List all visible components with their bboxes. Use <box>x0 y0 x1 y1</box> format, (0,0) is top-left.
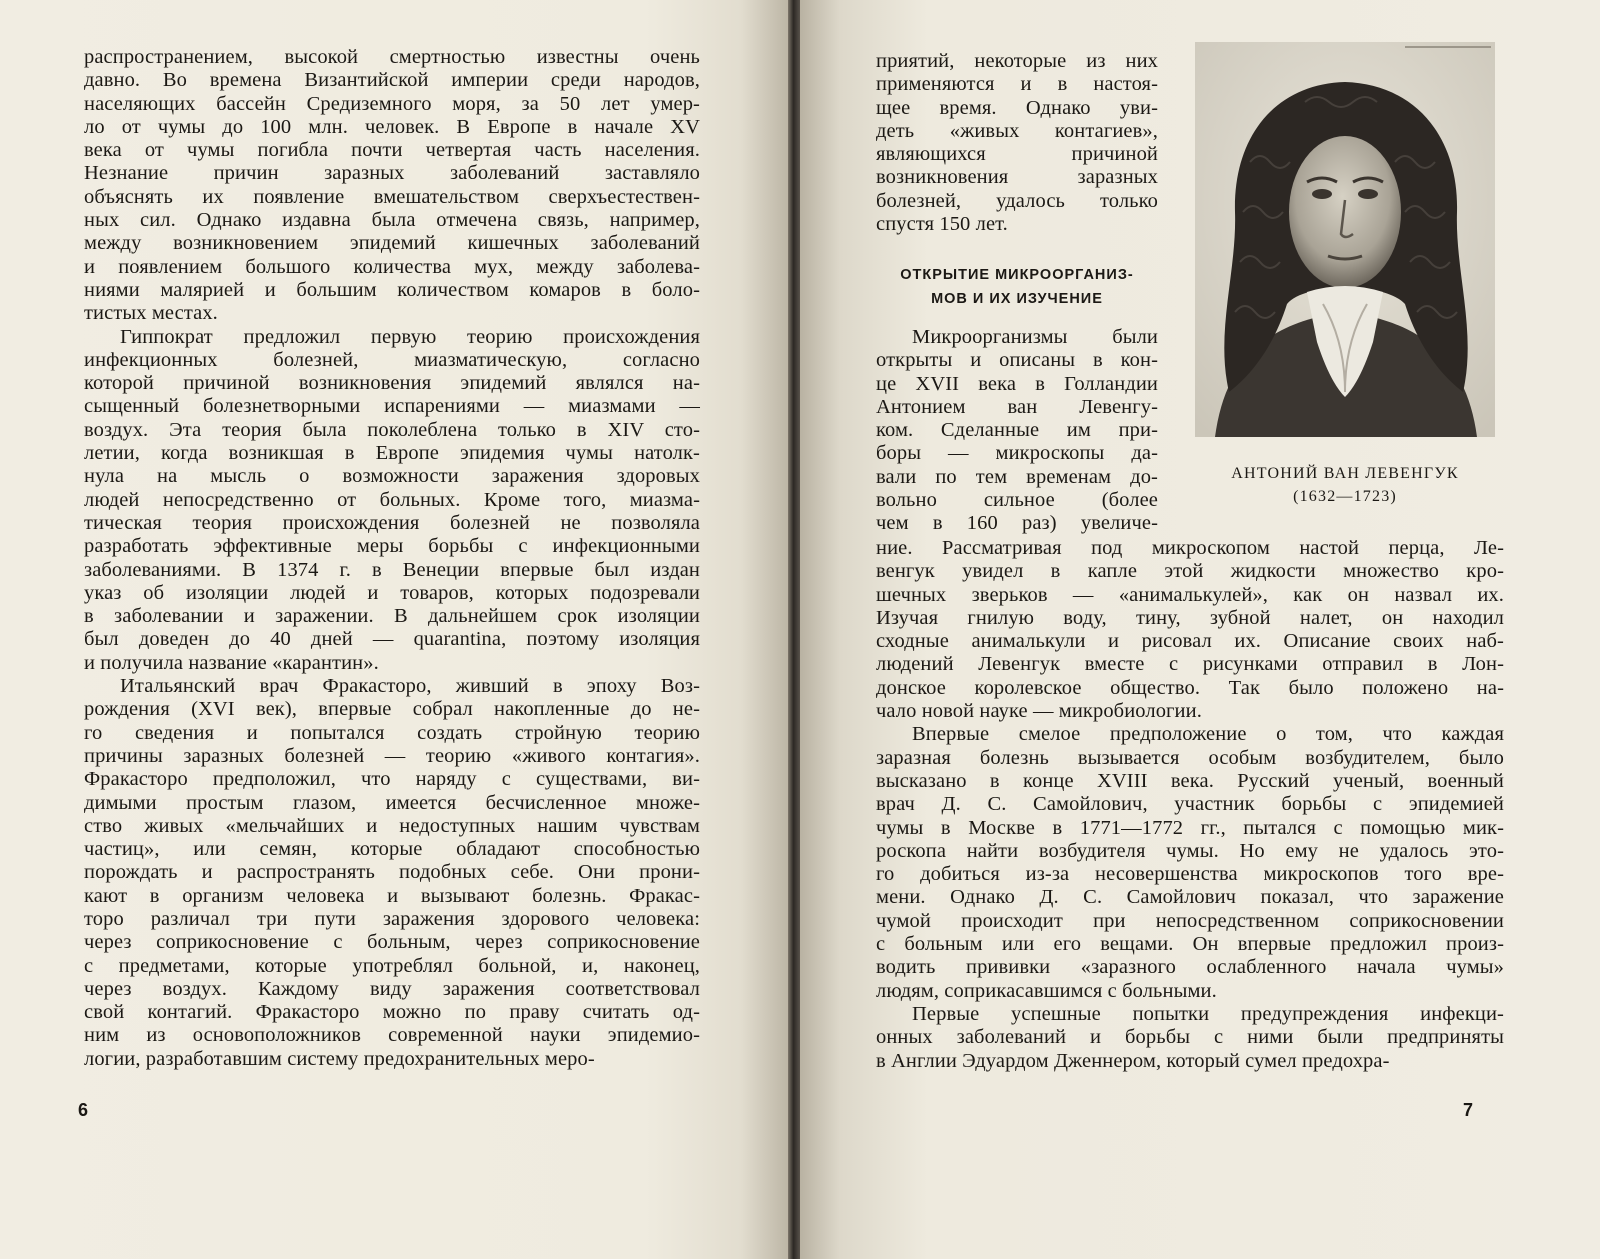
text-line: воздух. Эта теория была поколеблена только в XIV сто- <box>84 418 700 441</box>
text-line: ство живых «мельчайших и недоступных нашим чувствам <box>84 814 700 837</box>
text-line: приятий, некоторые из них <box>876 50 1158 72</box>
text-line: в Англии Эдуардом Дженнером, который сумел предохра- <box>876 1049 1390 1072</box>
text-line: частиц», или семян, которые обладают способностью <box>84 838 700 861</box>
text-line: чало новой науке — микробиологии. <box>876 700 1202 723</box>
text-line: Впервые смелое предположение о том, что каждая <box>912 723 1504 746</box>
text-line: вольно сильное (более <box>876 489 1158 512</box>
portrait-leeuwenhoek <box>1195 42 1495 437</box>
text-line: указ об изоляции людей и товаров, которых подозревали <box>84 581 700 604</box>
text-line: распространением, высокой смертностью известны очень <box>84 46 700 68</box>
text-line: свой контагий. Фракасторо можно по праву считать од- <box>84 1001 700 1024</box>
text-line: причины заразных болезней — теорию «живого контагия». <box>84 744 700 767</box>
text-line: кают в организм человека и вызывают болезнь. Фракас- <box>84 884 700 907</box>
text-line: вали по тем временам до- <box>876 465 1158 488</box>
text-line: деть «живых контагиев», <box>876 119 1158 142</box>
text-line: которой причиной возникновения эпидемий являлся на- <box>84 372 700 395</box>
text-line: рождения (XVI век), впервые собрал накопленные до не- <box>84 698 700 721</box>
text-line: Изучая гнилую воду, тину, зубной налет, он находил <box>876 606 1504 629</box>
text-line: онных заболеваний и борьбы с ними были предприняты <box>876 1026 1504 1049</box>
section-heading-line: МОВ И ИХ ИЗУЧЕНИЕ <box>931 291 1103 307</box>
right-page <box>800 0 1600 1259</box>
text-line: водить прививки «заразного ослабленного начала чумы» <box>876 956 1504 979</box>
text-line: ло от чумы до 100 млн. человек. В Европе в начале XV <box>84 115 700 138</box>
text-line: населяющих бассейн Средиземного моря, за 50 лет умер- <box>84 92 700 115</box>
text-line: заболеваниями. В 1374 г. в Венеции впервые был издан <box>84 558 700 581</box>
text-line: шечных зверьков — «анималькулей», как он назвал их. <box>876 583 1504 606</box>
text-line: ных сил. Однако издавна была отмечена связь, например, <box>84 209 700 232</box>
text-line: века от чумы погибла почти четвертая часть населения. <box>84 139 700 162</box>
section-heading-line: ОТКРЫТИЕ МИКРООРГАНИЗ- <box>900 267 1134 283</box>
text-line: сходные анималькули и рисовал их. Описание своих наб- <box>876 630 1504 653</box>
text-line: ниями малярией и большим количеством комаров в боло- <box>84 278 700 301</box>
text-line: ком. Сделанные им при- <box>876 419 1158 442</box>
text-line: в заболевании и заражении. В дальнейшем срок изоляции <box>84 605 700 628</box>
text-line: чумы в Москве в 1771—1772 гг., пытался с помощью мик- <box>876 816 1504 839</box>
text-line: врач Д. С. Самойлович, участник борьбы с эпидемией <box>876 793 1504 816</box>
text-line: роскопа найти возбудителя чумы. Но ему не удалось это- <box>876 839 1504 862</box>
text-line: был доведен до 40 дней — quarantina, поэтому изоляция <box>84 628 700 651</box>
text-line: спустя 150 лет. <box>876 213 1008 236</box>
text-line: разработать эффективные меры борьбы с инфекционными <box>84 535 700 558</box>
text-line: нула на мысль о возможности заражения здоровых <box>84 465 700 488</box>
text-line: логии, разработавшим систему предохранительных меро- <box>84 1047 595 1070</box>
text-line: возникновения заразных <box>876 166 1158 189</box>
text-line: Первые успешные попытки предупреждения инфекци- <box>912 1002 1504 1025</box>
book-gutter <box>788 0 800 1259</box>
text-line: являющихся причиной <box>876 143 1158 166</box>
text-line: венгук увидел в капле этой жидкости множество кро- <box>876 560 1504 583</box>
text-line: ние. Рассматривая под микроскопом настой перца, Ле- <box>876 537 1504 559</box>
text-line: чем в 160 раз) увеличе- <box>876 512 1158 535</box>
section-heading <box>876 263 1158 311</box>
text-line: Антонием ван Левенгу- <box>876 395 1158 418</box>
text-line: людям, соприкасавшимся с больными. <box>876 979 1217 1002</box>
text-line: Итальянский врач Фракасторо, живший в эпоху Воз- <box>120 675 700 698</box>
text-line: людений Левенгук вместе с рисунками отправил в Лон- <box>876 653 1504 676</box>
text-line: сыщенный болезнетворными испарениями — миазмами — <box>84 395 700 418</box>
text-line: людей непосредственно от больных. Кроме того, миазма- <box>84 488 700 511</box>
text-line: высказано в конце XVIII века. Русский ученый, военный <box>876 769 1504 792</box>
text-line: порождать и распространять подобных себе. Они прони- <box>84 861 700 884</box>
text-line: щее время. Однако уви- <box>876 96 1158 119</box>
portrait-caption <box>1195 462 1495 508</box>
text-line: Незнание причин заразных заболеваний заставляло <box>84 162 700 185</box>
text-line: летии, когда возникшая в Европе эпидемия чумы натолк- <box>84 442 700 465</box>
text-line: между возникновением эпидемий кишечных заболеваний <box>84 232 700 255</box>
right-page-body-text <box>876 537 1504 1073</box>
text-line: давно. Во времена Византийской империи среди народов, <box>84 69 700 92</box>
text-line: мени. Однако Д. С. Самойлович показал, что заражение <box>876 886 1504 909</box>
text-line: болезней, удалось только <box>876 189 1158 212</box>
text-line: через соприкосновение с больным, через соприкосновение <box>84 931 700 954</box>
caption-name: АНТОНИЙ ВАН ЛЕВЕНГУК <box>1231 465 1459 482</box>
text-line: открыты и описаны в кон- <box>876 349 1158 372</box>
right-page-top-text <box>876 50 1158 236</box>
left-page-text <box>84 46 700 1071</box>
text-line: чумой происходит при непосредственном соприкосновении <box>876 909 1504 932</box>
page-number-right: 7 <box>1463 1100 1474 1120</box>
text-line: тическая теория происхождения болезней не позволяла <box>84 511 700 534</box>
text-line: с больным или его вещами. Он впервые предложил произ- <box>876 933 1504 956</box>
text-line: Микроорганизмы были <box>912 326 1158 348</box>
text-line: це XVII века в Голландии <box>876 372 1158 395</box>
right-page-column-text <box>876 326 1158 536</box>
text-line: с предметами, которые употреблял больной, и, наконец, <box>84 954 700 977</box>
text-line: применяются и в настоя- <box>876 73 1158 96</box>
text-line: димыми простым глазом, имеется бесчисленное множе- <box>84 791 700 814</box>
text-line: боры — микроскопы да- <box>876 442 1158 465</box>
text-line: тистых местах. <box>84 302 218 325</box>
page-number-left: 6 <box>78 1100 89 1120</box>
text-line: ним из основоположников современной науки эпидемио- <box>84 1024 700 1047</box>
text-line: Гиппократ предложил первую теорию происхождения <box>120 325 700 348</box>
text-line: и получила название «карантин». <box>84 651 379 674</box>
text-line: и появлением большого количества мух, между заболева- <box>84 255 700 278</box>
text-line: донское королевское общество. Так было положено на- <box>876 676 1504 699</box>
text-line: го добиться из-за несовершенства микроскопов того вре- <box>876 863 1504 886</box>
text-line: го сведения и попытался создать стройную теорию <box>84 721 700 744</box>
left-page <box>0 0 788 1259</box>
text-line: объяснять их появление вмешательством сверхъестествен- <box>84 185 700 208</box>
text-line: заразная болезнь вызывается особым возбудителем, было <box>876 746 1504 769</box>
text-line: Фракасторо предположил, что наряду с существами, ви- <box>84 768 700 791</box>
text-line: торо различал три пути заражения здорового человека: <box>84 907 700 930</box>
text-line: инфекционных болезней, миазматическую, согласно <box>84 348 700 371</box>
caption-dates: (1632—1723) <box>1293 488 1397 505</box>
text-line: через воздух. Каждому виду заражения соответствовал <box>84 977 700 1000</box>
